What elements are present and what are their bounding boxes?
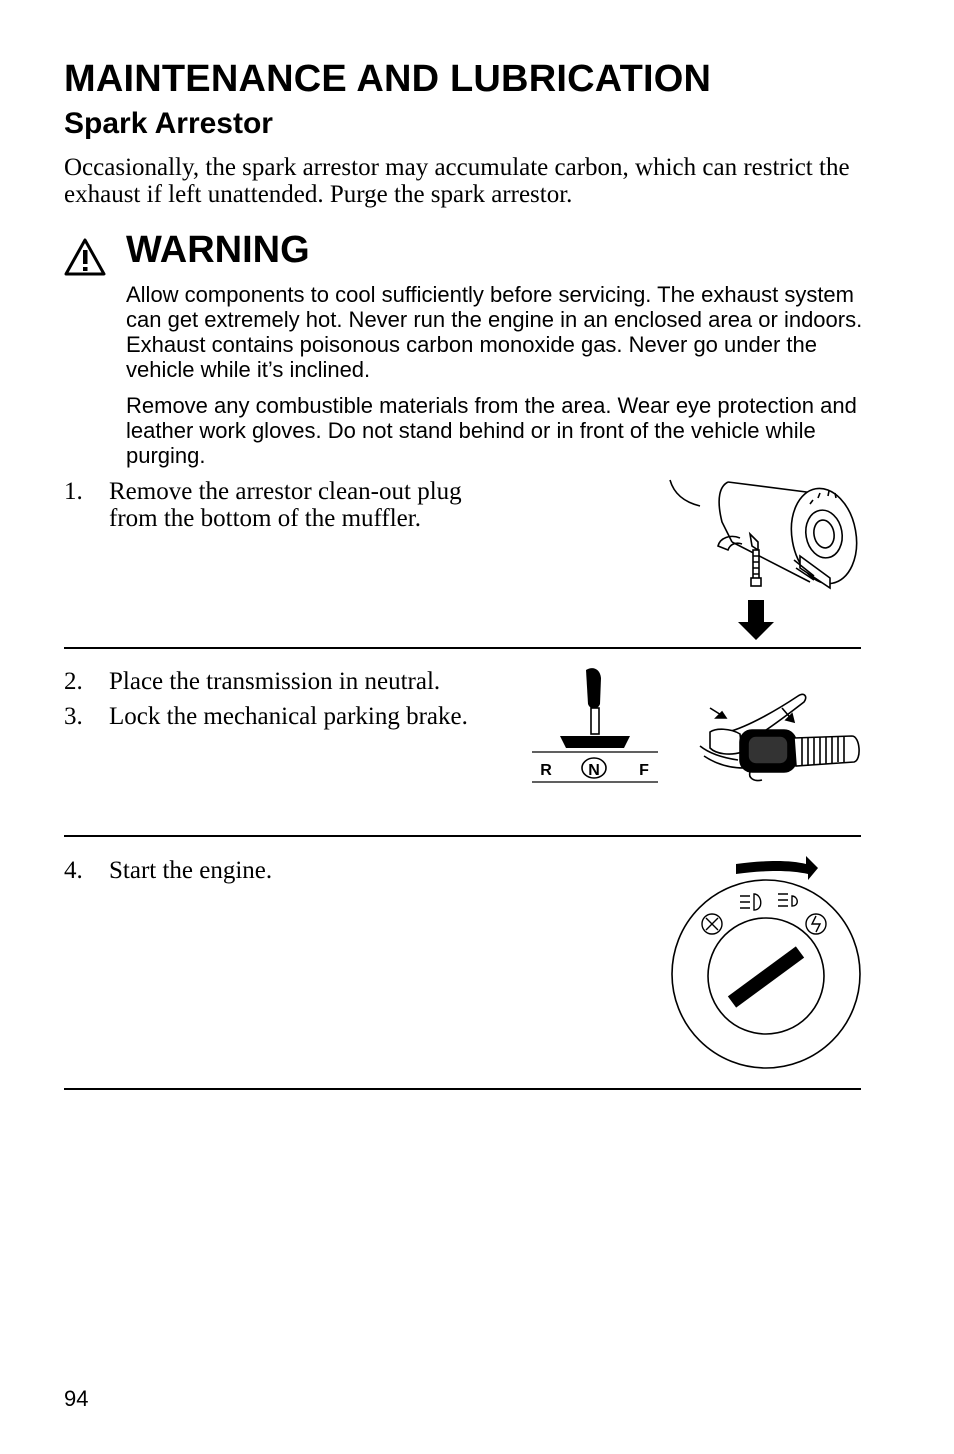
- step-number: 4.: [64, 857, 83, 884]
- section-divider: [64, 1088, 861, 1090]
- step-1: [64, 478, 514, 532]
- gear-label-forward: F: [639, 762, 649, 779]
- step-text: Place the transmission in neutral.: [109, 668, 441, 695]
- step-3: [64, 703, 484, 730]
- section-divider: [64, 835, 861, 837]
- section-title: Spark Arrestor: [64, 107, 273, 140]
- intro-paragraph: Occasionally, the spark arrestor may accumulate carbon, which can restrict the exhaust if left unattended. Purge the spark arrestor.: [64, 154, 850, 208]
- warning-paragraph-2: Remove any combustible materials from the area. Wear eye protection and leather work gloves. Do not stand behind or in front of the vehicle while purging.: [126, 393, 857, 468]
- step-text: Lock the mechanical parking brake.: [109, 703, 468, 730]
- section-divider: [64, 647, 861, 649]
- warning-triangle-icon: [64, 238, 106, 276]
- turn-arrow-icon: [736, 856, 818, 880]
- ignition-switch-illustration: [666, 852, 866, 1074]
- gear-label-reverse: R: [540, 762, 552, 779]
- warning-paragraph-1: Allow components to cool sufficiently before servicing. The exhaust system can get extremely hot. Never run the engine in an enclosed area or indoors. Exhaust contains poisonous carbon monoxide gas. Never go under the vehicle while it’s inclined.: [126, 282, 863, 382]
- step-text: Remove the arrestor clean-out plug from the bottom of the muffler.: [109, 478, 462, 532]
- step-number: 1.: [64, 478, 83, 505]
- step-number: 2.: [64, 668, 83, 695]
- gear-label-neutral: N: [588, 762, 600, 779]
- page-title: MAINTENANCE AND LUBRICATION: [64, 58, 712, 100]
- warning-heading: WARNING: [126, 229, 310, 271]
- step-text: Start the engine.: [109, 857, 273, 884]
- step-number: 3.: [64, 703, 83, 730]
- step-2: [64, 668, 514, 695]
- muffler-illustration: [660, 476, 866, 644]
- gear-shift-illustration: [530, 664, 662, 786]
- parking-brake-illustration: [690, 686, 866, 786]
- page-number: 94: [64, 1386, 89, 1411]
- step-4: [64, 857, 514, 884]
